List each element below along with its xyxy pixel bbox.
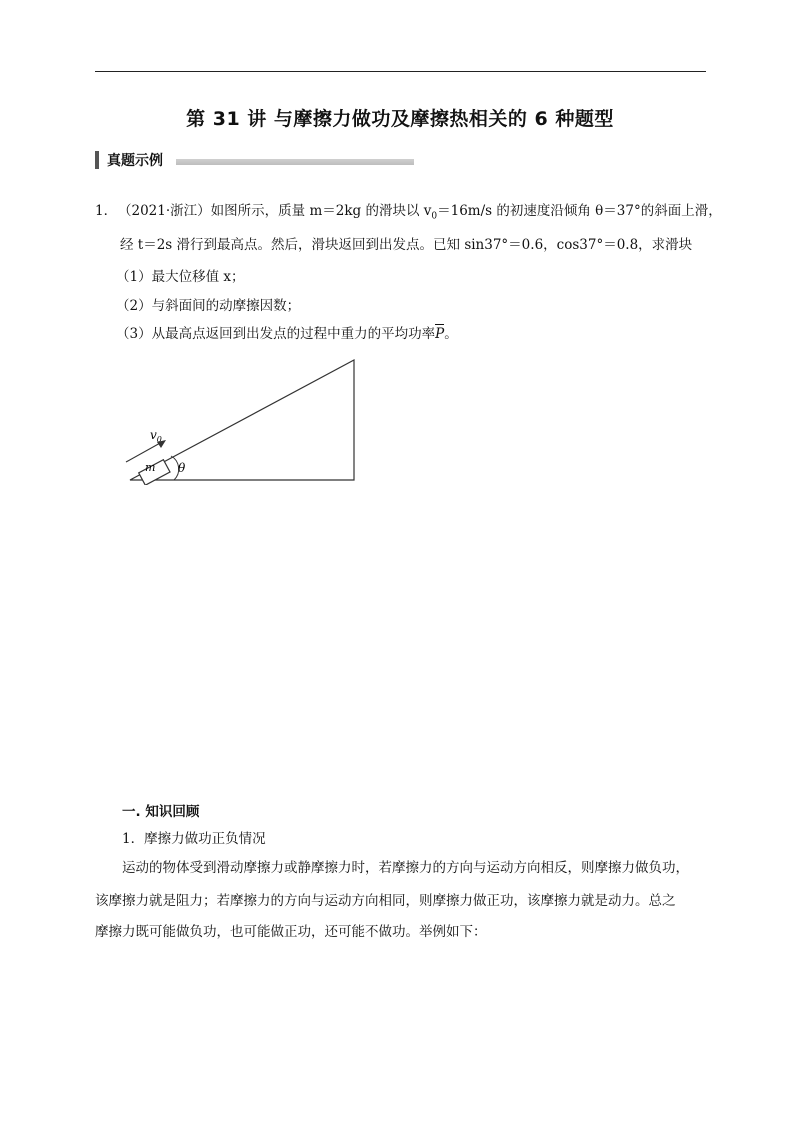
header-rule bbox=[95, 71, 706, 72]
angle-label: θ bbox=[178, 461, 186, 475]
question-line-1b: ＝16m/s 的初速度沿倾角 θ＝37°的斜面上滑， bbox=[437, 203, 722, 219]
velocity-label bbox=[150, 428, 162, 444]
knowledge-subheading: 1．摩擦力做功正负情况 bbox=[122, 831, 266, 847]
incline-diagram bbox=[120, 355, 360, 485]
question-line-2: 经 t＝2s 滑行到最高点。然后，滑块返回到出发点。已知 sin37°＝0.6，cos37°＝0.8，求滑块 bbox=[120, 237, 693, 253]
sub-question-3-text: （3）从最高点返回到出发点的过程中重力的平均功率 bbox=[116, 326, 436, 342]
knowledge-line-2: 该摩擦力就是阻力；若摩擦力的方向与运动方向相同，则摩擦力做正功，该摩擦力就是动力。总之 bbox=[95, 893, 676, 909]
knowledge-line-3: 摩擦力既可能做负功，也可能做正功，还可能不做功。举例如下： bbox=[95, 924, 487, 940]
sub-question-1: （1）最大位移值 x； bbox=[116, 269, 245, 285]
section-decor-bar bbox=[176, 159, 414, 165]
question-v0-sub: 0 bbox=[431, 211, 438, 222]
section-heading: 真题示例 bbox=[107, 153, 163, 169]
page-title: 第 31 讲 与摩擦力做功及摩擦热相关的 6 种题型 bbox=[186, 108, 614, 130]
sub-question-2: （2）与斜面间的动摩擦因数； bbox=[116, 298, 301, 314]
sub-question-3 bbox=[116, 325, 458, 343]
block-mass-label: m bbox=[145, 461, 156, 474]
velocity-arrow bbox=[126, 442, 162, 462]
section-marker bbox=[95, 151, 99, 169]
question-line-1 bbox=[118, 202, 722, 226]
knowledge-heading: 一. 知识回顾 bbox=[122, 804, 200, 820]
question-number: 1． bbox=[95, 203, 118, 219]
sub-question-3-end: 。 bbox=[444, 326, 458, 342]
question-line-1a: （2021·浙江）如图所示，质量 m＝2kg 的滑块以 v bbox=[118, 203, 432, 219]
velocity-subscript: 0 bbox=[156, 435, 162, 444]
velocity-symbol: v bbox=[150, 428, 157, 442]
knowledge-line-1: 运动的物体受到滑动摩擦力或静摩擦力时，若摩擦力的方向与运动方向相反，则摩擦力做负功， bbox=[122, 860, 689, 876]
average-power-symbol: P bbox=[435, 326, 445, 342]
